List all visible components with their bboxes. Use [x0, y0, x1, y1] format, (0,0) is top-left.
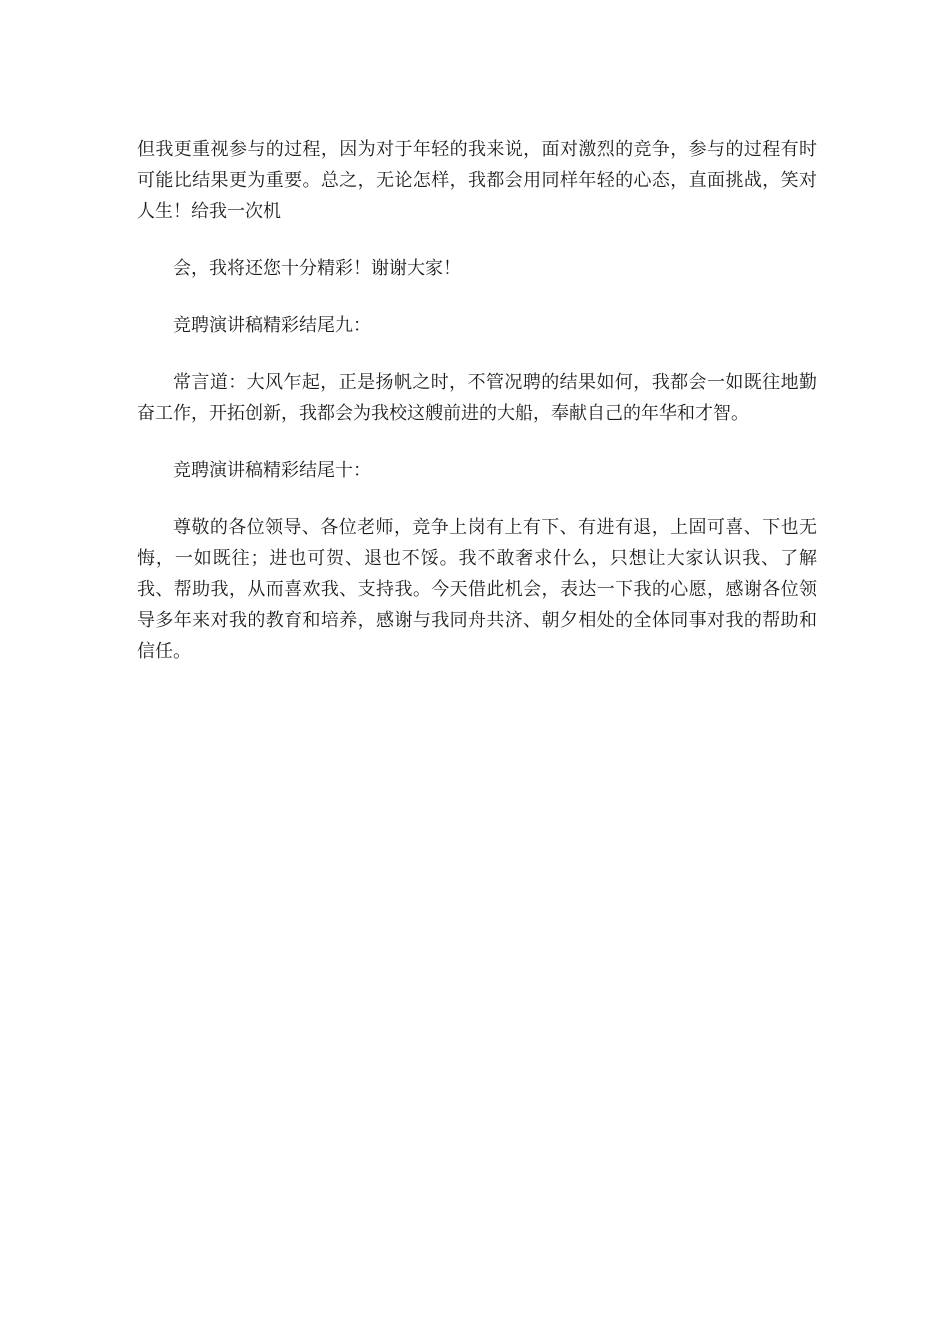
- section-heading-ending-nine: 竞聘演讲稿精彩结尾九：: [173, 315, 371, 336]
- document-body: [137, 134, 817, 693]
- paragraph-closing-thanks: 会，我将还您十分精彩！谢谢大家！: [173, 258, 461, 279]
- paragraph-ending-nine: 常言道：大风乍起，正是扬帆之时，不管况聘的结果如何，我都会一如既往地勤奋工作，开拓创新，我都会为我校这艘前进的大船，奉献自己的年华和才智。: [137, 372, 817, 424]
- section-heading-ending-ten: 竞聘演讲稿精彩结尾十：: [173, 460, 371, 481]
- paragraph-ending-ten: 尊敬的各位领导、各位老师，竞争上岗有上有下、有进有退，上固可喜、下也无悔，一如既往；进也可贺、退也不馁。我不敢奢求什么，只想让大家认识我、了解我、帮助我，从而喜欢我、支持我。今天借此机会，表达一下我的心愿，感谢各位领导多年来对我的教育和培养，感谢与我同舟共济、朝夕相处的全体同事对我的帮助和信任。: [137, 517, 817, 662]
- paragraph-continuation: 但我更重视参与的过程，因为对于年轻的我来说，面对激烈的竞争，参与的过程有时可能比结果更为重要。总之，无论怎样，我都会用同样年轻的心态，直面挑战，笑对人生！给我一次机: [137, 139, 817, 222]
